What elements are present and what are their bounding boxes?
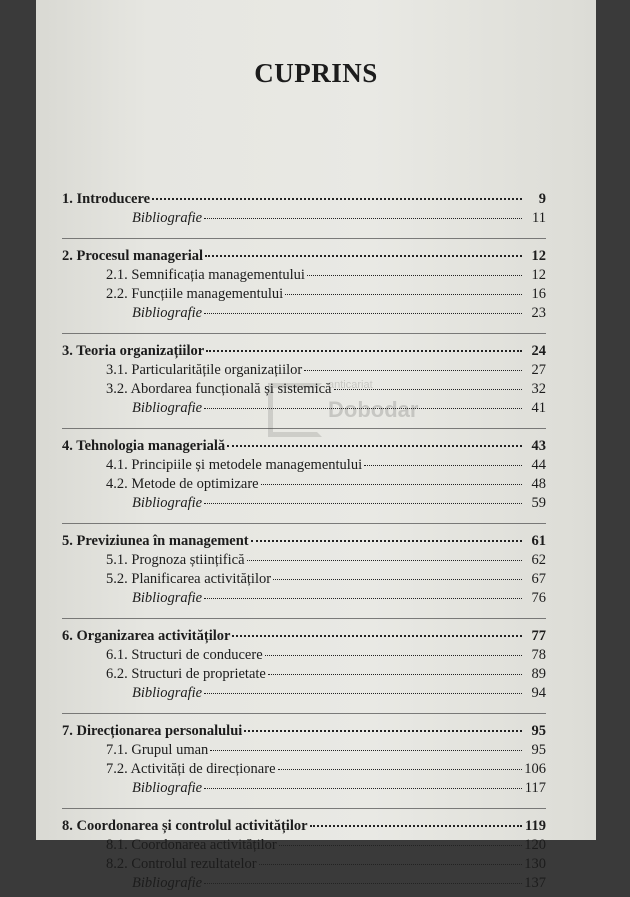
bibliography-entry-label: Bibliografie bbox=[132, 400, 203, 416]
page-title: CUPRINS bbox=[254, 58, 378, 88]
chapter-heading-page-number: 12 bbox=[531, 248, 546, 264]
dot-leader bbox=[259, 863, 522, 865]
bibliography-entry bbox=[62, 399, 546, 418]
section-entry-label: 2.1. Semnificația managementului bbox=[106, 267, 305, 283]
section-entry-page-number: 44 bbox=[531, 457, 546, 473]
chapter-heading bbox=[62, 190, 546, 209]
chapter-heading bbox=[62, 437, 546, 456]
chapter-heading bbox=[62, 342, 546, 361]
dot-leader bbox=[210, 749, 522, 751]
section-entry-label: 8.2. Controlul rezultatelor bbox=[106, 856, 257, 872]
dot-leader bbox=[265, 654, 522, 656]
dot-leader bbox=[204, 502, 522, 504]
chapter-heading-page-number: 43 bbox=[531, 438, 546, 454]
dot-leader bbox=[204, 597, 522, 599]
bibliography-entry-page-number: 11 bbox=[532, 210, 546, 226]
dot-leader bbox=[279, 844, 522, 846]
section-entry-page-number: 95 bbox=[531, 742, 546, 758]
chapter-heading-label: 4. Tehnologia managerială bbox=[62, 438, 226, 454]
book-page bbox=[36, 0, 596, 891]
chapter-divider bbox=[62, 523, 546, 524]
bibliography-entry-label: Bibliografie bbox=[132, 590, 203, 606]
chapter-heading bbox=[62, 247, 546, 266]
chapter-divider bbox=[62, 238, 546, 239]
dot-leader bbox=[247, 559, 522, 561]
bibliography-entry-page-number: 23 bbox=[531, 305, 546, 321]
table-of-contents bbox=[62, 190, 546, 897]
bibliography-entry-label: Bibliografie bbox=[132, 305, 203, 321]
bibliography-entry-page-number: 94 bbox=[531, 685, 546, 701]
chapter-heading bbox=[62, 722, 546, 741]
toc-chapter bbox=[62, 532, 546, 612]
chapter-heading bbox=[62, 532, 546, 551]
chapter-heading-page-number: 119 bbox=[525, 818, 546, 834]
dot-leader bbox=[232, 634, 522, 637]
bibliography-entry-label: Bibliografie bbox=[132, 875, 203, 891]
section-entry bbox=[62, 380, 546, 399]
toc-chapter bbox=[62, 437, 546, 517]
bibliography-entry bbox=[62, 684, 546, 703]
chapter-heading-page-number: 24 bbox=[531, 343, 546, 359]
toc-chapter bbox=[62, 722, 546, 802]
dot-leader bbox=[364, 464, 522, 466]
section-entry bbox=[62, 475, 546, 494]
dot-leader bbox=[204, 312, 522, 314]
dot-leader bbox=[304, 369, 522, 371]
section-entry bbox=[62, 361, 546, 380]
section-entry bbox=[62, 285, 546, 304]
toc-chapter bbox=[62, 817, 546, 897]
chapter-divider bbox=[62, 428, 546, 429]
bibliography-entry-page-number: 137 bbox=[524, 875, 546, 891]
section-entry-page-number: 48 bbox=[531, 476, 546, 492]
section-entry-page-number: 78 bbox=[531, 647, 546, 663]
toc-chapter bbox=[62, 247, 546, 327]
section-entry-label: 2.2. Funcțiile managementului bbox=[106, 286, 284, 302]
section-entry bbox=[62, 741, 546, 760]
chapter-heading bbox=[62, 627, 546, 646]
bibliography-entry-page-number: 41 bbox=[531, 400, 546, 416]
dot-leader bbox=[334, 388, 523, 390]
bibliography-entry bbox=[62, 589, 546, 608]
bibliography-entry-page-number: 117 bbox=[524, 780, 546, 796]
dot-leader bbox=[227, 444, 522, 447]
chapter-heading-page-number: 9 bbox=[538, 191, 546, 207]
section-entry-label: 8.1. Coordonarea activităților bbox=[106, 837, 277, 853]
toc-chapter bbox=[62, 342, 546, 422]
chapter-heading-label: 8. Coordonarea și controlul activităților bbox=[62, 818, 308, 834]
dot-leader bbox=[152, 197, 522, 200]
bibliography-entry bbox=[62, 874, 546, 893]
section-entry-label: 5.1. Prognoza științifică bbox=[106, 552, 245, 568]
section-entry-page-number: 67 bbox=[531, 571, 546, 587]
dot-leader bbox=[206, 349, 522, 352]
section-entry-page-number: 130 bbox=[524, 856, 546, 872]
section-entry bbox=[62, 570, 546, 589]
bibliography-entry-label: Bibliografie bbox=[132, 780, 203, 796]
section-entry-label: 6.2. Structuri de proprietate bbox=[106, 666, 266, 682]
section-entry bbox=[62, 456, 546, 475]
chapter-divider bbox=[62, 808, 546, 809]
dot-leader bbox=[273, 578, 522, 580]
section-entry-label: 7.2. Activități de direcționare bbox=[106, 761, 276, 777]
bibliography-entry bbox=[62, 304, 546, 323]
chapter-heading-label: 1. Introducere bbox=[62, 191, 151, 207]
section-entry-label: 3.2. Abordarea funcțională și sistemică bbox=[106, 381, 332, 397]
section-entry bbox=[62, 266, 546, 285]
dot-leader bbox=[310, 824, 522, 827]
dot-leader bbox=[204, 787, 522, 789]
toc-chapter bbox=[62, 627, 546, 707]
section-entry-label: 5.2. Planificarea activităților bbox=[106, 571, 272, 587]
toc-chapter bbox=[62, 190, 546, 232]
section-entry-page-number: 120 bbox=[524, 837, 546, 853]
chapter-divider bbox=[62, 333, 546, 334]
section-entry-label: 6.1. Structuri de conducere bbox=[106, 647, 263, 663]
dot-leader bbox=[307, 274, 522, 276]
dot-leader bbox=[204, 882, 522, 884]
dot-leader bbox=[278, 768, 522, 770]
dot-leader bbox=[285, 293, 522, 295]
chapter-heading-label: 6. Organizarea activităților bbox=[62, 628, 231, 644]
dot-leader bbox=[204, 217, 522, 219]
chapter-heading-page-number: 77 bbox=[531, 628, 546, 644]
section-entry-page-number: 16 bbox=[531, 286, 546, 302]
bibliography-entry bbox=[62, 494, 546, 513]
section-entry-label: 3.1. Particularitățile organizațiilor bbox=[106, 362, 303, 378]
chapter-heading-label: 2. Procesul managerial bbox=[62, 248, 204, 264]
dot-leader bbox=[261, 483, 522, 485]
chapter-heading-label: 7. Direcționarea personalului bbox=[62, 723, 243, 739]
bibliography-entry-page-number: 59 bbox=[531, 495, 546, 511]
dot-leader bbox=[205, 254, 522, 257]
section-entry-page-number: 89 bbox=[531, 666, 546, 682]
section-entry bbox=[62, 836, 546, 855]
bibliography-entry bbox=[62, 209, 546, 228]
bibliography-entry-label: Bibliografie bbox=[132, 210, 203, 226]
chapter-heading-label: 3. Teoria organizațiilor bbox=[62, 343, 205, 359]
dot-leader bbox=[251, 539, 522, 542]
bibliography-entry-page-number: 76 bbox=[531, 590, 546, 606]
section-entry-label: 4.2. Metode de optimizare bbox=[106, 476, 259, 492]
section-entry-label: 7.1. Grupul uman bbox=[106, 742, 209, 758]
section-entry bbox=[62, 855, 546, 874]
dot-leader bbox=[268, 673, 522, 675]
section-entry-page-number: 62 bbox=[531, 552, 546, 568]
section-entry bbox=[62, 665, 546, 684]
section-entry-label: 4.1. Principiile și metodele managementului bbox=[106, 457, 363, 473]
section-entry bbox=[62, 551, 546, 570]
dot-leader bbox=[204, 692, 522, 694]
section-entry-page-number: 12 bbox=[531, 267, 546, 283]
watermark-logo: anticariat Dobodar bbox=[268, 375, 408, 445]
bibliography-entry-label: Bibliografie bbox=[132, 685, 203, 701]
chapter-heading-label: 5. Previziunea în management bbox=[62, 533, 249, 549]
chapter-divider bbox=[62, 713, 546, 714]
bibliography-entry-label: Bibliografie bbox=[132, 495, 203, 511]
chapter-heading bbox=[62, 817, 546, 836]
chapter-divider bbox=[62, 618, 546, 619]
chapter-heading-page-number: 95 bbox=[531, 723, 546, 739]
bibliography-entry bbox=[62, 779, 546, 798]
section-entry bbox=[62, 646, 546, 665]
chapter-heading-page-number: 61 bbox=[531, 533, 546, 549]
dot-leader bbox=[204, 407, 522, 409]
dot-leader bbox=[244, 729, 522, 732]
section-entry-page-number: 27 bbox=[531, 362, 546, 378]
section-entry-page-number: 106 bbox=[524, 761, 546, 777]
section-entry bbox=[62, 760, 546, 779]
section-entry-page-number: 32 bbox=[531, 381, 546, 397]
